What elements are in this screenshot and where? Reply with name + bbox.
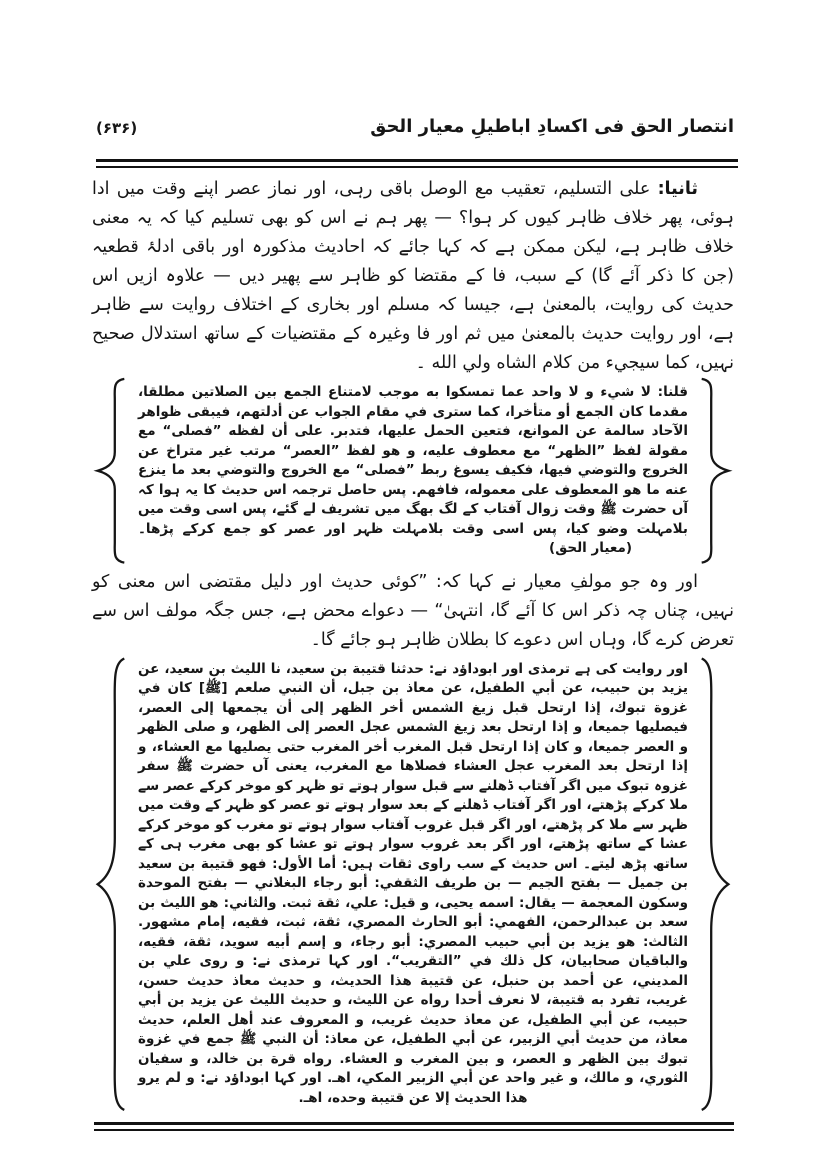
page-body (92, 175, 734, 1131)
page-number: (۶۳۶) (96, 119, 138, 137)
left-brace-icon (92, 377, 130, 565)
quote2-hadith-arabic: حدثنا قتيبة بن سعيد، نا الليث بن سعيد، عن يزيد بن حبيب، عن أبي الطفيل، عن معاذ بن جبل، أن النبي صلعم [ﷺ] كان في غزوة تبوك، إذا ارتحل قبل زيغ الشمس أخر الظهر إلى أن يجمعها إلى العصر، فيصليها جميعا، و إذا ارتحل بعد زيغ الشمس عجل العصر إلى الظهر، و صلى الظهر و العصر جميعا، و كان إذا ارتحل قبل المغرب أخر المغرب حتى يصليها مع العشاء، و إذا ارتحل بعد المغرب عجل العشاء فصلاها مع المغرب، (138, 660, 688, 774)
quote2-abudawud-lead: اور کہا ابوداؤد نے: (200, 1070, 322, 1086)
paragraph-text: علی التسلیم، تعقیب مع الوصل باقی رہی، اور نماز عصر اپنے وقت میں ادا ہوئی، پھر خلاف ظاہر کیوں کر ہوا؟ — پھر ہم نے اس کو بھی تسلیم کیا کہ یہ معنی خلاف ظاہر ہے، لیکن ممکن ہے کہ کہا جائے کہ احادیث مذکورہ اور باقی ادلۂ قطعیہ (جن کا ذکر آئے گا) کے سبب، فا کے مقتضا کو ظاہر سے پھیر دیں — علاوہ ازیں اس حدیث کی روایت، بالمعنیٰ ہے، جیسا کہ مسلم اور بخاری کے اختلاف روایت سے ظاہر ہے، اور روایت حدیث بالمعنیٰ میں ثم اور فا وغیرہ کے مقتضیات کے ساتھ استدلال صحیح نہیں، كما سيجيء من كلام الشاه ولي الله ۔ (92, 179, 734, 373)
quote-block-1 (138, 383, 688, 559)
header-divider (96, 159, 738, 168)
quote2-rijal-arabic: أما الأول: فهو قتيبة بن سعيد بن جميل — بفتح الجيم — بن طريف الثقفي: أبو رجاء البغلاني — بفتح الموحدة وسكون المعجمة — يقال: اسمه يحيى، و قيل: علي، ثقة ثبت. والثاني: هو الليث بن سعد بن عبدالرحمن، الفهمي: أبو الحارث المصري، ثقة، ثبت، فقيه، إمام مشهور. الثالث: هو يزيد بن أبي حبيب المصري: أبو رجاء، و إسم أبيه سويد، ثقة، فقيه، والباقيان صحابيان، كل ذلك في ”التقريب“. (138, 855, 688, 969)
right-brace-icon (696, 654, 734, 1115)
page-header (96, 116, 734, 137)
quote2-intro: اور روایت کی ہے ترمذی اور ابوداؤد نے: (428, 660, 688, 677)
quote2-abudawud-arabic: و لم يرو هذا الحديث إلا عن قتيبة وحده، اهـ. (138, 1070, 528, 1106)
paragraph-mualif-miyar: اور وہ جو مولفِ معیار نے کہا کہ: ”کوئی حدیث اور دلیل مقتضی اس معنی کو نہیں، چناں چہ ذکر اس کا آئے گا، انتہیٰ“ — دعواے محض ہے، جس جگہ مولف اس سے تعرض کرے گا، وہاں اس دعوے کا بطلان ظاہر ہو جائے گا۔ (92, 571, 734, 650)
quote1-arabic-text: قلنا: لا شيء و لا واحد عما تمسكوا به موجب لامتناع الجمع بين الصلاتين مطلقا، مقدما كان الجمع أو متأخرا، كما سترى في مقام الجواب عن أدلتهم، فيبقى ظواهر الآحاد سالمة عن الموانع، فتعين الحمل عليها، فتدبر. على أن لفظه ”فصلى“ مع مقولة لفظ ”الظهر“ مع معطوف عليه، و هو لفظ ”العصر“ مرتب غير متراخ عن الخروج والتوضي فيها، فكيف يسوغ ربط ”فصلى“ مع الخروج والتوضي بعد ما ينزع عنه ما هو المعطوف على معموله، فافهم. (138, 384, 689, 498)
paragraph-thaniyan (92, 175, 734, 378)
quote1-urdu-translation: حدیث کا یہ ہوا کہ آں حضرت ﷺ وقت زوال آفتاب کے لگ بھگ میں تشریف لے گئے، پس اسی وقت میں بلامہلت وضو کیا، پس اسی وقت بلامہلت ظہر اور عصر کو جمع کرکے پڑھا۔ (138, 481, 688, 537)
right-brace-icon (696, 377, 734, 565)
paragraph-lead-word: ثانیا: (657, 179, 698, 199)
quote-block-2 (138, 660, 688, 1109)
quote2-tirmidhi-arabic: و روى علي بن المديني، عن أحمد بن حنبل، عن قتيبة هذا الحديث، و حديث معاذ حديث حسن، غريب، تفرد به قتيبة، لا نعرف أحدا رواه عن الليث، و حديث الليث عن يزيد بن أبي حبيب، عن أبي الطفيل، عن معاذ حديث غريب، و المعروف عند أهل العلم، حديث معاذ، من حديث أبي الزبير، عن أبي الطفيل، عن معاذ: أن النبي ﷺ جمع في غزوة تبوك بين الظهر و العصر، و بين المغرب و العشاء. رواه قرة بن خالد، و سفيان الثوري، و مالك، و غير واحد عن أبي الزبير المكي، اهـ. (138, 953, 689, 1086)
book-title: انتصار الحق فی اکسادِ اباطیلِ معیار الحق (370, 116, 734, 137)
quote2-tirmidhi-lead: اور کہا ترمذی نے: (252, 953, 379, 969)
footer-divider (94, 1122, 734, 1131)
quote1-attribution: (معیار الحق) (549, 540, 632, 556)
quote2-urdu-translation: یعنی آں حضرت ﷺ سفر غزوہ تبوک میں اگر آفتاب ڈھلنے سے قبل سوار ہوتے تو ظہر کو موخر کرکے عصر سے ملا کرکے پڑھتے، اور اگر آفتاب ڈھلنے کے بعد سوار ہوتے تو عصر کو ظہر کے وقت میں ظہر سے ملا کر پڑھتے، اور اگر قبل غروب آفتاب سوار ہوتے تو مغرب کو موخر کرکے عشا کے ساتھ پڑھتے، اور اگر بعد غروب سوار ہوتے تو عشا کو بھی مغرب ہی کے ساتھ پڑھ لیتے۔ اس حدیث کے سب راوی ثقات ہیں: (138, 758, 688, 872)
quote1-urdu-lead: پس حاصل ترجمہ اس (263, 481, 407, 498)
left-brace-icon (92, 654, 130, 1115)
